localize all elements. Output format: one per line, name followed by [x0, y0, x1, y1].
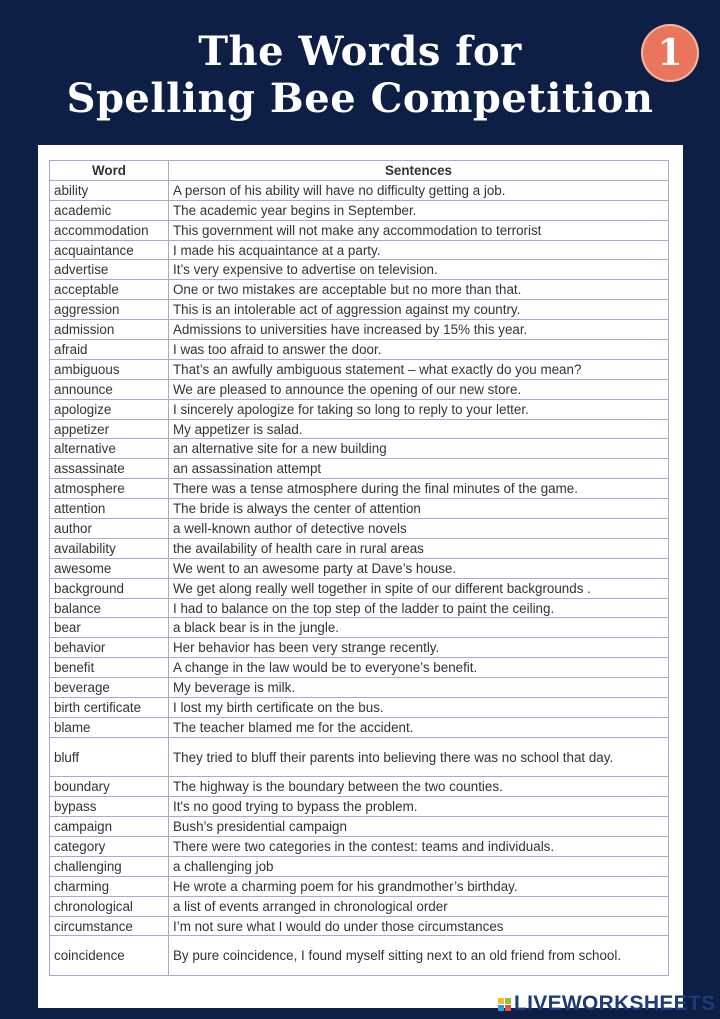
- word-cell: behavior: [50, 638, 169, 658]
- liveworksheets-watermark: [498, 992, 715, 1016]
- word-cell: charming: [50, 876, 169, 896]
- word-cell: attention: [50, 499, 169, 519]
- word-cell: assassinate: [50, 459, 169, 479]
- word-cell: beverage: [50, 678, 169, 698]
- sentence-cell: the availability of health care in rural areas: [169, 538, 669, 558]
- sentence-cell: That’s an awfully ambiguous statement – what exactly do you mean?: [169, 359, 669, 379]
- word-cell: bear: [50, 618, 169, 638]
- word-cell: category: [50, 837, 169, 857]
- sentence-cell: an assassination attempt: [169, 459, 669, 479]
- table-row: [50, 200, 669, 220]
- logo-square: [505, 998, 511, 1004]
- sentence-cell: This government will not make any accommodation to terrorist: [169, 220, 669, 240]
- table-row: [50, 419, 669, 439]
- sentence-cell: I sincerely apologize for taking so long to reply to your letter.: [169, 399, 669, 419]
- word-cell: atmosphere: [50, 479, 169, 499]
- table-body: [50, 180, 669, 975]
- word-cell: admission: [50, 320, 169, 340]
- sentence-cell: A change in the law would be to everyone’s benefit.: [169, 658, 669, 678]
- word-cell: background: [50, 578, 169, 598]
- sentence-cell: There were two categories in the contest: teams and individuals.: [169, 837, 669, 857]
- sentence-cell: We went to an awesome party at Dave’s house.: [169, 558, 669, 578]
- sentence-cell: We are pleased to announce the opening of our new store.: [169, 379, 669, 399]
- table-row: [50, 777, 669, 797]
- sentence-cell: The teacher blamed me for the accident.: [169, 717, 669, 737]
- table-row: [50, 717, 669, 737]
- word-cell: accommodation: [50, 220, 169, 240]
- table-row: [50, 598, 669, 618]
- table-row: [50, 499, 669, 519]
- table-row: [50, 678, 669, 698]
- word-cell: announce: [50, 379, 169, 399]
- table-row: [50, 220, 669, 240]
- word-cell: appetizer: [50, 419, 169, 439]
- sentence-cell: a well-known author of detective novels: [169, 519, 669, 539]
- sentence-cell: He wrote a charming poem for his grandmother’s birthday.: [169, 876, 669, 896]
- word-cell: aggression: [50, 300, 169, 320]
- table-row: [50, 856, 669, 876]
- logo-square: [498, 998, 504, 1004]
- liveworksheets-logo-icon: [498, 998, 511, 1011]
- table-row: [50, 379, 669, 399]
- number-badge: 1: [641, 24, 699, 82]
- word-cell: acquaintance: [50, 240, 169, 260]
- sentence-cell: One or two mistakes are acceptable but no more than that.: [169, 280, 669, 300]
- word-cell: benefit: [50, 658, 169, 678]
- column-header-word: Word: [50, 161, 169, 181]
- sentence-cell: A person of his ability will have no difficulty getting a job.: [169, 180, 669, 200]
- table-row: [50, 538, 669, 558]
- column-header-sentences: Sentences: [169, 161, 669, 181]
- logo-square: [498, 1005, 504, 1011]
- table-row: [50, 698, 669, 718]
- word-cell: bluff: [50, 737, 169, 777]
- table-row: [50, 558, 669, 578]
- sentence-cell: a black bear is in the jungle.: [169, 618, 669, 638]
- sentence-cell: By pure coincidence, I found myself sitting next to an old friend from school.: [169, 936, 669, 976]
- title-line-1: The Words for: [198, 28, 522, 75]
- table-row: [50, 359, 669, 379]
- table-row: [50, 519, 669, 539]
- sentence-cell: an alternative site for a new building: [169, 439, 669, 459]
- table-row: [50, 896, 669, 916]
- word-cell: availability: [50, 538, 169, 558]
- table-row: [50, 658, 669, 678]
- word-cell: ability: [50, 180, 169, 200]
- word-cell: acceptable: [50, 280, 169, 300]
- table-row: [50, 459, 669, 479]
- table-header-row: [50, 161, 669, 181]
- table-row: [50, 260, 669, 280]
- word-cell: apologize: [50, 399, 169, 419]
- word-cell: balance: [50, 598, 169, 618]
- logo-square: [505, 1005, 511, 1011]
- sentence-cell: a challenging job: [169, 856, 669, 876]
- sentence-cell: I lost my birth certificate on the bus.: [169, 698, 669, 718]
- word-cell: challenging: [50, 856, 169, 876]
- sentence-cell: It’s very expensive to advertise on television.: [169, 260, 669, 280]
- word-cell: author: [50, 519, 169, 539]
- table-row: [50, 180, 669, 200]
- table-row: [50, 280, 669, 300]
- word-cell: circumstance: [50, 916, 169, 936]
- word-cell: boundary: [50, 777, 169, 797]
- table-row: [50, 936, 669, 976]
- word-cell: coincidence: [50, 936, 169, 976]
- sentence-cell: The bride is always the center of attention: [169, 499, 669, 519]
- word-cell: awesome: [50, 558, 169, 578]
- table-row: [50, 876, 669, 896]
- word-cell: blame: [50, 717, 169, 737]
- table-row: [50, 300, 669, 320]
- table-row: [50, 479, 669, 499]
- page-title: [0, 28, 720, 122]
- sentence-cell: I’m not sure what I would do under those circumstances: [169, 916, 669, 936]
- word-table: [49, 160, 669, 976]
- word-cell: alternative: [50, 439, 169, 459]
- word-cell: birth certificate: [50, 698, 169, 718]
- word-cell: advertise: [50, 260, 169, 280]
- sentence-cell: We get along really well together in spite of our different backgrounds .: [169, 578, 669, 598]
- table-row: [50, 399, 669, 419]
- sentence-cell: Bush’s presidential campaign: [169, 817, 669, 837]
- table-row: [50, 638, 669, 658]
- sentence-cell: Admissions to universities have increased by 15% this year.: [169, 320, 669, 340]
- table-row: [50, 797, 669, 817]
- sentence-cell: My appetizer is salad.: [169, 419, 669, 439]
- sentence-cell: They tried to bluff their parents into believing there was no school that day.: [169, 737, 669, 777]
- watermark-text: LIVEWORKSHEETS: [514, 992, 716, 1015]
- table-row: [50, 737, 669, 777]
- table-row: [50, 817, 669, 837]
- word-cell: campaign: [50, 817, 169, 837]
- table-row: [50, 837, 669, 857]
- table-row: [50, 320, 669, 340]
- sentence-cell: I made his acquaintance at a party.: [169, 240, 669, 260]
- word-cell: afraid: [50, 340, 169, 360]
- word-cell: chronological: [50, 896, 169, 916]
- sentence-cell: It's no good trying to bypass the problem.: [169, 797, 669, 817]
- table-row: [50, 240, 669, 260]
- sentence-cell: The highway is the boundary between the two counties.: [169, 777, 669, 797]
- sentence-cell: I had to balance on the top step of the ladder to paint the ceiling.: [169, 598, 669, 618]
- sentence-cell: Her behavior has been very strange recently.: [169, 638, 669, 658]
- table-row: [50, 340, 669, 360]
- sentence-cell: There was a tense atmosphere during the final minutes of the game.: [169, 479, 669, 499]
- table-row: [50, 578, 669, 598]
- table-row: [50, 618, 669, 638]
- sentence-cell: My beverage is milk.: [169, 678, 669, 698]
- sentence-cell: a list of events arranged in chronological order: [169, 896, 669, 916]
- sentence-cell: The academic year begins in September.: [169, 200, 669, 220]
- table-row: [50, 439, 669, 459]
- title-line-2: Spelling Bee Competition: [66, 75, 654, 122]
- word-cell: bypass: [50, 797, 169, 817]
- word-cell: academic: [50, 200, 169, 220]
- sentence-cell: This is an intolerable act of aggression against my country.: [169, 300, 669, 320]
- sentence-cell: I was too afraid to answer the door.: [169, 340, 669, 360]
- word-cell: ambiguous: [50, 359, 169, 379]
- table-row: [50, 916, 669, 936]
- worksheet-panel: [38, 145, 683, 1008]
